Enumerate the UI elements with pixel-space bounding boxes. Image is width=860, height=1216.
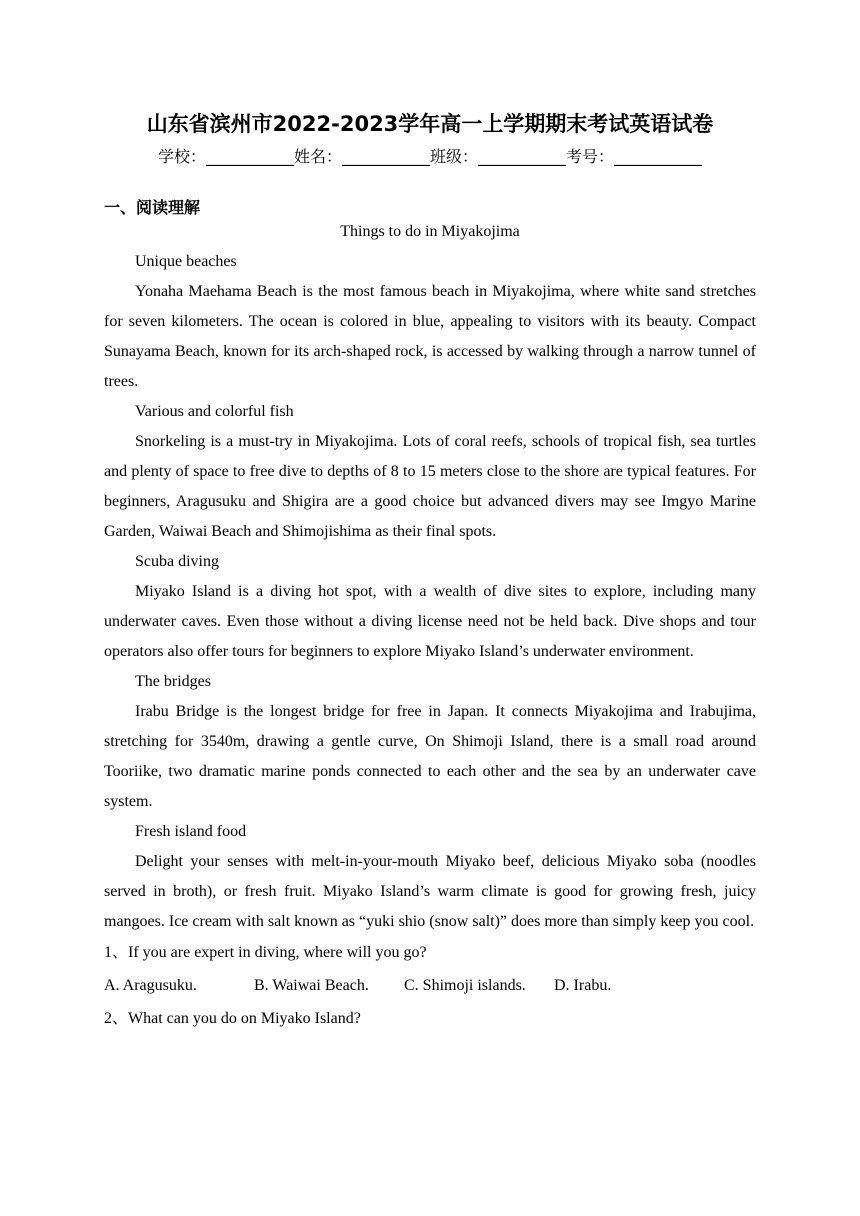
reading-article (104, 217, 756, 1035)
article-title: Things to do in Miyakojima (340, 223, 520, 240)
subhead-scuba: Scuba diving (135, 553, 219, 570)
option-c: C. Shimoji islands. (404, 977, 526, 994)
subhead-fish: Various and colorful fish (135, 403, 294, 420)
question-1-options (104, 969, 756, 1003)
exam-title: 山东省滨州市2022-2023学年高一上学期期末考试英语试卷 (146, 112, 714, 136)
option-b: B. Waiwai Beach. (254, 977, 369, 994)
paragraph-fish: Snorkeling is a must-try in Miyakojima. Lots of coral reefs, schools of tropical fish, sea turtles and plenty of space to free dive to depths of 8 to 15 meters close to the shore are typical features. For beginners, Aragusuku and Shigira are a good choice but advanced divers may see Imgyo Marine Garden, Waiwai Beach and Shimojishima as their final spots. (104, 433, 756, 540)
question-2: 2、What can you do on Miyako Island? (104, 1010, 361, 1027)
name-field: 姓名：___________ (293, 147, 430, 166)
option-a: A. Aragusuku. (104, 977, 197, 994)
paragraph-bridges: Irabu Bridge is the longest bridge for free in Japan. It connects Miyakojima and Irabujima, stretching for 3540m, drawing a gentle curve, On Shimoji Island, there is a small road around Tooriike, two dramatic marine ponds connected to each other and the sea by an underwater cave system. (104, 703, 756, 810)
paragraph-beaches: Yonaha Maehama Beach is the most famous beach in Miyakojima, where white sand stretches for seven kilometers. The ocean is colored in blue, appealing to visitors with its beauty. Compact Sunayama Beach, known for its arch-shaped rock, is accessed by walking through a narrow tunnel of trees. (104, 283, 756, 390)
subhead-bridges: The bridges (135, 673, 211, 690)
question-1: 1、If you are expert in diving, where will you go? (104, 944, 427, 961)
section-heading-reading: 一、阅读理解 (104, 198, 201, 217)
paragraph-food: Delight your senses with melt-in-your-mouth Miyako beef, delicious Miyako soba (noodles served in broth), or fresh fruit. Miyako Island’s warm climate is good for growing fresh, juicy mangoes. Ice cream with salt known as “yuki shio (snow salt)” does more than simply keep you cool. (104, 853, 756, 930)
subhead-food: Fresh island food (135, 823, 247, 840)
student-info-line (0, 144, 860, 170)
class-field: 班级：___________ (430, 147, 567, 166)
paragraph-scuba: Miyako Island is a diving hot spot, with a wealth of dive sites to explore, including many underwater caves. Even those without a diving license need not be held back. Dive shops and tour operators also offer tours for beginners to explore Miyako Island’s underwater environment. (104, 583, 756, 660)
option-d: D. Irabu. (554, 977, 612, 994)
exam-number-field: 考号：___________ (566, 147, 703, 166)
subhead-beaches: Unique beaches (135, 253, 237, 270)
school-field: 学校：___________ (157, 147, 294, 166)
